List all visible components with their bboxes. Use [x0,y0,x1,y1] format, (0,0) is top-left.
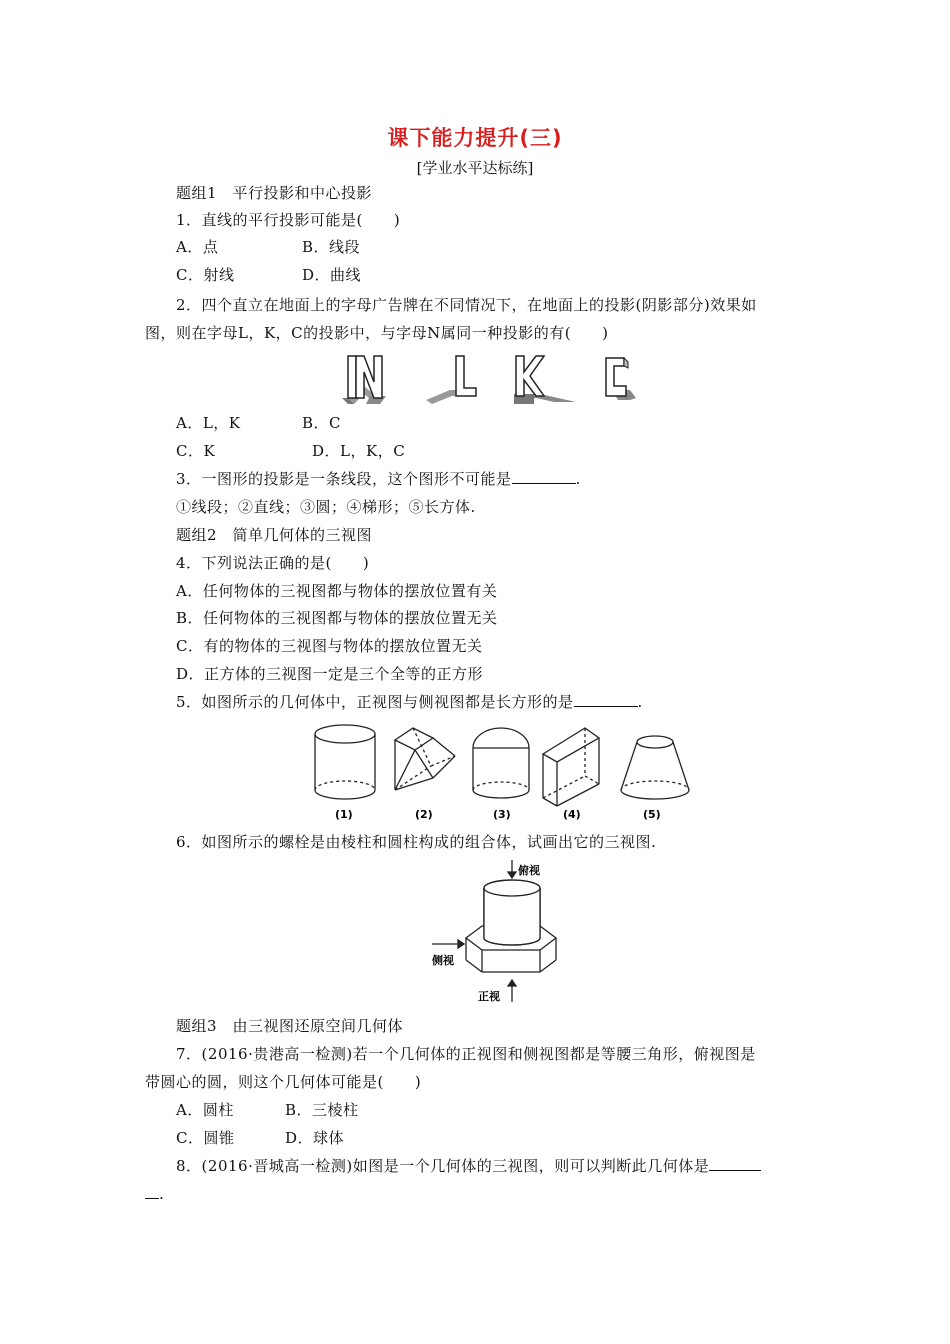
q3-stem-line [176,469,581,489]
solid-3-half-cylinder [473,728,529,798]
letter-l: L [460,390,461,391]
q4-option-a: A．任何物体的三视图都与物体的摆放位置有关 [176,582,498,600]
q3-answer-blank[interactable] [512,469,576,484]
q2-option-b: B．C [302,414,342,432]
letter-n-board [342,356,386,404]
q8-line2-wrap [145,1184,164,1204]
q3-stem: 3．一图形的投影是一条线段，这个图形不可能是 [176,470,512,488]
solids-figure [305,718,705,826]
top-view-label: 俯视 [518,864,540,877]
q8-line1: 8．(2016·晋城高一检测)如图是一个几何体的三视图，则可以判断此几何体是 [176,1157,710,1175]
caption-4: (4) [563,808,581,821]
solid-4-triangular-prism [543,728,599,806]
caption-3: (3) [493,808,511,821]
bolt-figure [418,858,568,1008]
group-1-heading: 题组1 平行投影和中心投影 [176,184,373,202]
q8-answer-blank-2[interactable] [145,1184,159,1199]
letter-k-board [514,356,576,404]
letter-l-board [426,356,476,404]
letter-n: N [365,390,366,391]
letter-k: K [528,390,529,391]
q6-stem: 6．如图所示的螺栓是由棱柱和圆柱构成的组合体，试画出它的三视图. [176,833,657,851]
caption-1: (1) [335,808,353,821]
q4-stem: 4．下列说法正确的是( ) [176,554,370,572]
q7-option-c: C．圆锥 [176,1129,235,1147]
q4-option-b: B．任何物体的三视图都与物体的摆放位置无关 [176,609,498,627]
q7-option-a: A．圆柱 [176,1101,234,1119]
q3-options: ①线段；②直线；③圆；④梯形；⑤长方体. [176,498,476,516]
side-view-label: 侧视 [432,954,454,967]
letter-shadow-figure [340,350,650,408]
q4-option-d: D．正方体的三视图一定是三个全等的正方形 [176,665,484,683]
q4-option-c: C．有的物体的三视图与物体的摆放位置无关 [176,637,483,655]
page-title: 课下能力提升(三) [387,126,563,150]
solid-5-frustum [621,736,689,799]
group-2-heading: 题组2 简单几何体的三视图 [176,526,373,544]
q1-stem: 1．直线的平行投影可能是( ) [176,211,401,229]
page-subtitle: [学业水平达标练] [416,159,534,177]
q5-stem: 5．如图所示的几何体中，正视图与侧视图都是长方形的是 [176,693,574,711]
q7-line1: 7．(2016·贵港高一检测)若一个几何体的正视图和侧视图都是等腰三角形，俯视图是 [176,1045,756,1063]
q2-line2: 图，则在字母L，K，C的投影中，与字母N属同一种投影的有( ) [145,324,609,342]
q3-end: . [575,470,581,488]
q5-stem-line [176,692,643,712]
caption-2: (2) [415,808,433,821]
letter-c: C [616,390,617,391]
front-view-label: 正视 [478,990,500,1003]
q2-option-a: A．L，K [176,414,241,432]
q2-option-c: C．K [176,442,216,460]
q7-option-b: B．三棱柱 [285,1101,359,1119]
q1-option-b: B．线段 [302,238,361,256]
q8-line1-wrap [176,1156,761,1176]
q5-answer-blank[interactable] [574,692,638,707]
q1-option-c: C．射线 [176,266,235,284]
group-3-heading: 题组3 由三视图还原空间几何体 [176,1017,404,1035]
caption-5: (5) [643,808,661,821]
solid-1-cylinder [315,725,375,799]
letter-c-board [606,358,636,400]
q2-line1: 2．四个直立在地面上的字母广告牌在不同情况下，在地面上的投影(阴影部分)效果如 [176,296,757,314]
q8-line2-end: . [159,1185,165,1203]
q7-option-d: D．球体 [285,1129,345,1147]
q8-answer-blank-1[interactable] [709,1156,761,1171]
q1-option-a: A．点 [176,238,219,256]
q7-line2: 带圆心的圆，则这个几何体可能是( ) [145,1073,422,1091]
q1-option-d: D．曲线 [302,266,362,284]
q5-end: . [637,693,643,711]
q2-option-d: D．L，K，C [312,442,406,460]
solid-2-prism [395,728,455,790]
